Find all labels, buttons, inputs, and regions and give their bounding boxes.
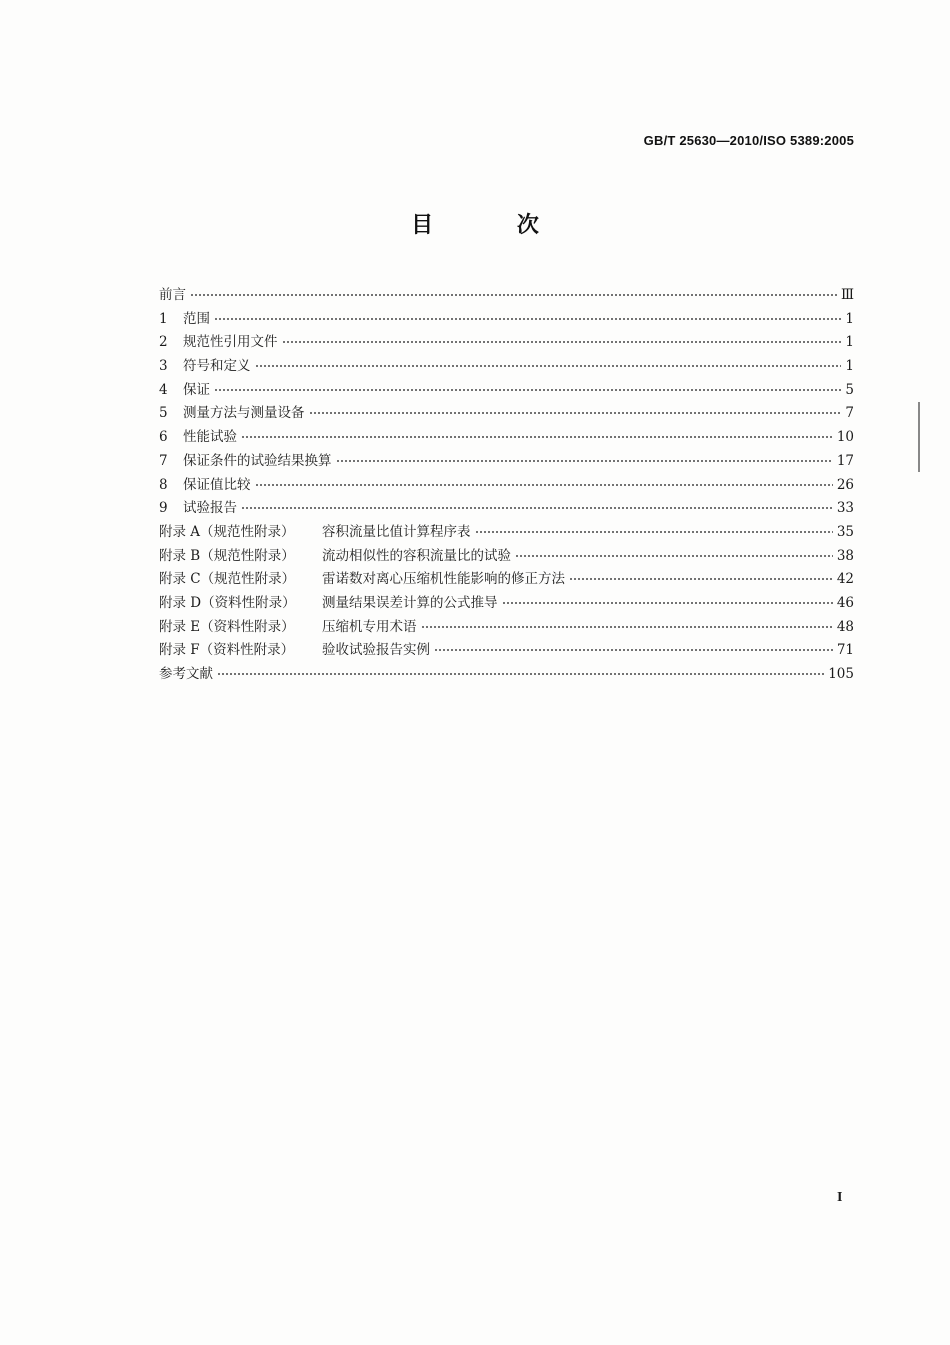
toc-entry-label: 试验报告 (183, 500, 237, 517)
toc-entry-label: 参考文献 (159, 666, 213, 682)
toc-entry-page: 1 (845, 358, 854, 375)
appendix-label: 雷诺数对离心压缩机性能影响的修正方法 (322, 571, 565, 588)
toc-appendix-d[interactable] (159, 592, 854, 616)
toc-appendix-b[interactable] (159, 545, 854, 569)
appendix-label: 验收试验报告实例 (322, 642, 430, 659)
toc-entry-page: 17 (836, 452, 854, 469)
toc-entry-label: 规范性引用文件 (183, 334, 278, 351)
dot-leader (241, 499, 833, 513)
toc-entry-label: 测量方法与测量设备 (183, 405, 305, 422)
appendix-label: 容积流量比值计算程序表 (322, 523, 471, 540)
dot-leader (217, 665, 824, 679)
toc-entry-5[interactable] (159, 402, 854, 426)
toc-entry-number: 4 (159, 381, 168, 398)
appendix-page: 42 (836, 571, 854, 588)
toc-title: 目 次 (411, 213, 577, 238)
toc-entry-label: 符号和定义 (183, 358, 251, 375)
appendix-tag: 附录 E（资料性附录） (159, 618, 295, 635)
dot-leader (336, 452, 833, 466)
toc-entry-number: 9 (159, 500, 168, 517)
dot-leader (502, 594, 833, 608)
toc-entry-6[interactable] (159, 426, 854, 450)
toc-entry-page: 1 (845, 334, 854, 351)
appendix-tag: 附录 B（规范性附录） (159, 547, 295, 564)
toc-appendix-a[interactable] (159, 521, 854, 545)
toc-entry-page: 105 (828, 666, 854, 682)
toc-entry-page: 33 (836, 500, 854, 517)
toc-entry-label: 保证条件的试验结果换算 (183, 452, 332, 469)
toc-entry-7[interactable] (159, 450, 854, 474)
toc-entry-number: 8 (159, 476, 168, 493)
dot-leader (421, 618, 833, 632)
appendix-label: 测量结果误差计算的公式推导 (322, 594, 498, 611)
toc-entry-3[interactable] (159, 355, 854, 379)
appendix-page: 71 (836, 642, 854, 659)
toc-entry-references[interactable] (159, 663, 854, 687)
appendix-label: 压缩机专用术语 (322, 618, 417, 635)
toc-entry-page: 10 (836, 429, 854, 446)
toc-entry-page: Ⅲ (840, 287, 854, 303)
standard-code: GB/T 25630—2010/ISO 5389:2005 (643, 133, 854, 148)
toc-appendix-f[interactable] (159, 639, 854, 663)
toc-entry-label: 保证 (183, 381, 210, 398)
toc-entry-label: 性能试验 (183, 429, 237, 446)
toc-entry-page: 1 (845, 310, 854, 327)
toc-appendix-e[interactable] (159, 616, 854, 640)
toc-entry-number: 3 (159, 358, 168, 375)
toc-entry-number: 1 (159, 310, 168, 327)
dot-leader (190, 286, 837, 300)
dot-leader (569, 570, 833, 584)
table-of-contents (159, 284, 854, 687)
dot-leader (309, 404, 842, 418)
dot-leader (282, 333, 842, 347)
toc-entry-9[interactable] (159, 497, 854, 521)
dot-leader (214, 310, 841, 324)
dot-leader (255, 476, 833, 490)
toc-entry-page: 26 (836, 476, 854, 493)
toc-entry-number: 5 (159, 405, 168, 422)
appendix-page: 46 (836, 594, 854, 611)
toc-entry-foreword[interactable] (159, 284, 854, 308)
appendix-page: 38 (836, 547, 854, 564)
dot-leader (434, 641, 833, 655)
scan-edge-line (918, 402, 920, 472)
appendix-tag: 附录 F（资料性附录） (159, 642, 295, 659)
appendix-tag: 附录 C（规范性附录） (159, 571, 296, 588)
toc-entry-page: 5 (845, 381, 854, 398)
appendix-tag: 附录 D（资料性附录） (159, 594, 296, 611)
toc-entry-page: 7 (845, 405, 854, 422)
dot-leader (475, 523, 833, 537)
dot-leader (241, 428, 833, 442)
appendix-tag: 附录 A（规范性附录） (159, 523, 295, 540)
toc-entry-number: 6 (159, 429, 168, 446)
toc-entry-4[interactable] (159, 379, 854, 403)
page-number: I (837, 1190, 843, 1205)
toc-entry-label: 范围 (183, 310, 210, 327)
appendix-page: 35 (836, 523, 854, 540)
toc-entry-number: 7 (159, 452, 168, 469)
dot-leader (214, 381, 841, 395)
toc-entry-number: 2 (159, 334, 168, 351)
toc-entry-2[interactable] (159, 331, 854, 355)
toc-entry-1[interactable] (159, 308, 854, 332)
dot-leader (515, 547, 833, 561)
appendix-label: 流动相似性的容积流量比的试验 (322, 547, 511, 564)
toc-entry-8[interactable] (159, 474, 854, 498)
appendix-page: 48 (836, 618, 854, 635)
toc-entry-label: 保证值比较 (183, 476, 251, 493)
dot-leader (255, 357, 842, 371)
toc-entry-label: 前言 (159, 287, 186, 303)
toc-appendix-c[interactable] (159, 568, 854, 592)
